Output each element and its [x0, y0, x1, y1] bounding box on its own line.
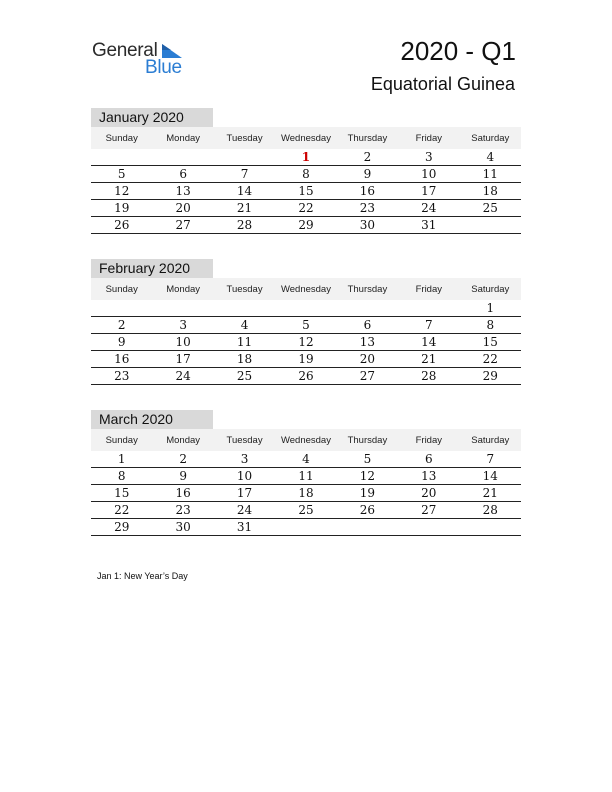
weekday-label: Saturday [460, 278, 521, 300]
weekday-label: Monday [152, 429, 213, 451]
day-cell: 21 [398, 351, 459, 368]
day-cell: 17 [214, 485, 275, 502]
day-cell: 2 [337, 149, 398, 166]
month-january [91, 108, 521, 234]
day-cell: 15 [275, 183, 336, 200]
weekday-row [91, 127, 521, 149]
weekday-label: Monday [152, 278, 213, 300]
day-cell: 31 [398, 217, 459, 234]
day-cell: 3 [152, 317, 213, 334]
weekday-label: Thursday [337, 278, 398, 300]
day-cell: 13 [152, 183, 213, 200]
day-cell: 11 [214, 334, 275, 351]
generalblue-logo [92, 40, 192, 80]
day-cell: 23 [152, 502, 213, 519]
day-cell: 25 [460, 200, 521, 217]
day-cell: 14 [214, 183, 275, 200]
week-row [91, 166, 521, 183]
month-header: March 2020 [91, 410, 213, 429]
day-cell: 1 [91, 451, 152, 468]
day-cell: 16 [337, 183, 398, 200]
day-cell: 11 [275, 468, 336, 485]
day-cell: 30 [337, 217, 398, 234]
day-cell: 26 [91, 217, 152, 234]
week-row [91, 149, 521, 166]
day-cell: 16 [152, 485, 213, 502]
day-cell: 7 [460, 451, 521, 468]
day-cell: 19 [275, 351, 336, 368]
day-cell [460, 519, 521, 536]
day-cell: 6 [337, 317, 398, 334]
weekday-label: Tuesday [214, 127, 275, 149]
day-cell: 6 [152, 166, 213, 183]
day-cell [214, 300, 275, 317]
weekday-row [91, 429, 521, 451]
day-cell: 10 [152, 334, 213, 351]
day-cell: 18 [275, 485, 336, 502]
day-cell [337, 300, 398, 317]
day-cell [398, 519, 459, 536]
day-cell: 20 [152, 200, 213, 217]
day-cell: 22 [460, 351, 521, 368]
day-cell: 12 [337, 468, 398, 485]
day-cell: 8 [275, 166, 336, 183]
month-march [91, 410, 521, 536]
logo-text-blue: Blue [145, 57, 182, 78]
weekday-label: Tuesday [214, 278, 275, 300]
week-row [91, 351, 521, 368]
day-cell: 22 [91, 502, 152, 519]
day-cell: 14 [398, 334, 459, 351]
day-cell: 17 [152, 351, 213, 368]
day-cell [214, 149, 275, 166]
day-cell: 27 [337, 368, 398, 385]
day-cell: 11 [460, 166, 521, 183]
weekday-row [91, 278, 521, 300]
weekday-label: Tuesday [214, 429, 275, 451]
day-cell: 28 [398, 368, 459, 385]
weekday-label: Friday [398, 127, 459, 149]
week-row [91, 300, 521, 317]
day-cell: 19 [91, 200, 152, 217]
week-row [91, 485, 521, 502]
week-row [91, 502, 521, 519]
week-row [91, 451, 521, 468]
weekday-label: Saturday [460, 127, 521, 149]
day-cell: 15 [460, 334, 521, 351]
day-cell: 12 [91, 183, 152, 200]
calendar-grid [91, 278, 521, 385]
day-cell: 27 [152, 217, 213, 234]
day-cell: 29 [275, 217, 336, 234]
day-cell [152, 149, 213, 166]
day-cell: 16 [91, 351, 152, 368]
day-cell: 14 [460, 468, 521, 485]
day-cell [152, 300, 213, 317]
week-row [91, 317, 521, 334]
day-cell: 18 [214, 351, 275, 368]
day-cell: 12 [275, 334, 336, 351]
day-cell [337, 519, 398, 536]
day-cell: 24 [398, 200, 459, 217]
day-cell: 21 [214, 200, 275, 217]
day-cell [460, 217, 521, 234]
weekday-label: Wednesday [275, 429, 336, 451]
day-cell: 23 [91, 368, 152, 385]
week-row [91, 217, 521, 234]
month-february [91, 259, 521, 385]
week-row [91, 519, 521, 536]
page-title: 2020 - Q1 [400, 36, 516, 66]
day-cell: 13 [337, 334, 398, 351]
day-cell: 5 [337, 451, 398, 468]
weekday-label: Friday [398, 429, 459, 451]
day-cell: 8 [460, 317, 521, 334]
day-cell: 1 [460, 300, 521, 317]
week-row [91, 468, 521, 485]
day-cell [91, 300, 152, 317]
day-cell: 9 [337, 166, 398, 183]
day-cell: 24 [214, 502, 275, 519]
day-cell: 2 [91, 317, 152, 334]
weekday-label: Sunday [91, 278, 152, 300]
weekday-label: Thursday [337, 429, 398, 451]
holiday-notes [97, 571, 188, 581]
logo-text-general: General [92, 40, 158, 61]
day-cell: 21 [460, 485, 521, 502]
day-cell [275, 300, 336, 317]
holiday-note: Jan 1: New Year’s Day [97, 571, 188, 581]
day-cell: 2 [152, 451, 213, 468]
day-cell: 10 [214, 468, 275, 485]
day-cell: 5 [275, 317, 336, 334]
day-cell: 9 [91, 334, 152, 351]
weekday-label: Sunday [91, 127, 152, 149]
calendar-grid [91, 127, 521, 234]
day-cell: 6 [398, 451, 459, 468]
day-cell: 5 [91, 166, 152, 183]
day-cell: 9 [152, 468, 213, 485]
week-row [91, 368, 521, 385]
day-cell: 22 [275, 200, 336, 217]
day-cell: 1 [275, 149, 336, 166]
day-cell: 28 [214, 217, 275, 234]
country-name: Equatorial Guinea [370, 74, 515, 94]
week-row [91, 200, 521, 217]
day-cell: 17 [398, 183, 459, 200]
day-cell: 26 [275, 368, 336, 385]
day-cell: 15 [91, 485, 152, 502]
day-cell: 26 [337, 502, 398, 519]
weekday-label: Saturday [460, 429, 521, 451]
day-cell [398, 300, 459, 317]
day-cell: 31 [214, 519, 275, 536]
month-header: January 2020 [91, 108, 213, 127]
day-cell: 7 [214, 166, 275, 183]
day-cell: 25 [214, 368, 275, 385]
day-cell [275, 519, 336, 536]
weekday-label: Thursday [337, 127, 398, 149]
day-cell: 7 [398, 317, 459, 334]
weekday-label: Monday [152, 127, 213, 149]
day-cell: 23 [337, 200, 398, 217]
weekday-label: Wednesday [275, 127, 336, 149]
day-cell: 8 [91, 468, 152, 485]
day-cell: 4 [275, 451, 336, 468]
day-cell: 10 [398, 166, 459, 183]
weekday-label: Wednesday [275, 278, 336, 300]
day-cell: 3 [214, 451, 275, 468]
weekday-label: Sunday [91, 429, 152, 451]
day-cell: 18 [460, 183, 521, 200]
week-row [91, 334, 521, 351]
day-cell: 24 [152, 368, 213, 385]
day-cell: 29 [460, 368, 521, 385]
day-cell [91, 149, 152, 166]
day-cell: 4 [460, 149, 521, 166]
calendar-grid [91, 429, 521, 536]
day-cell: 27 [398, 502, 459, 519]
week-row [91, 183, 521, 200]
day-cell: 29 [91, 519, 152, 536]
day-cell: 19 [337, 485, 398, 502]
weekday-label: Friday [398, 278, 459, 300]
day-cell: 3 [398, 149, 459, 166]
day-cell: 25 [275, 502, 336, 519]
day-cell: 20 [398, 485, 459, 502]
day-cell: 30 [152, 519, 213, 536]
day-cell: 20 [337, 351, 398, 368]
day-cell: 4 [214, 317, 275, 334]
day-cell: 13 [398, 468, 459, 485]
month-header: February 2020 [91, 259, 213, 278]
day-cell: 28 [460, 502, 521, 519]
